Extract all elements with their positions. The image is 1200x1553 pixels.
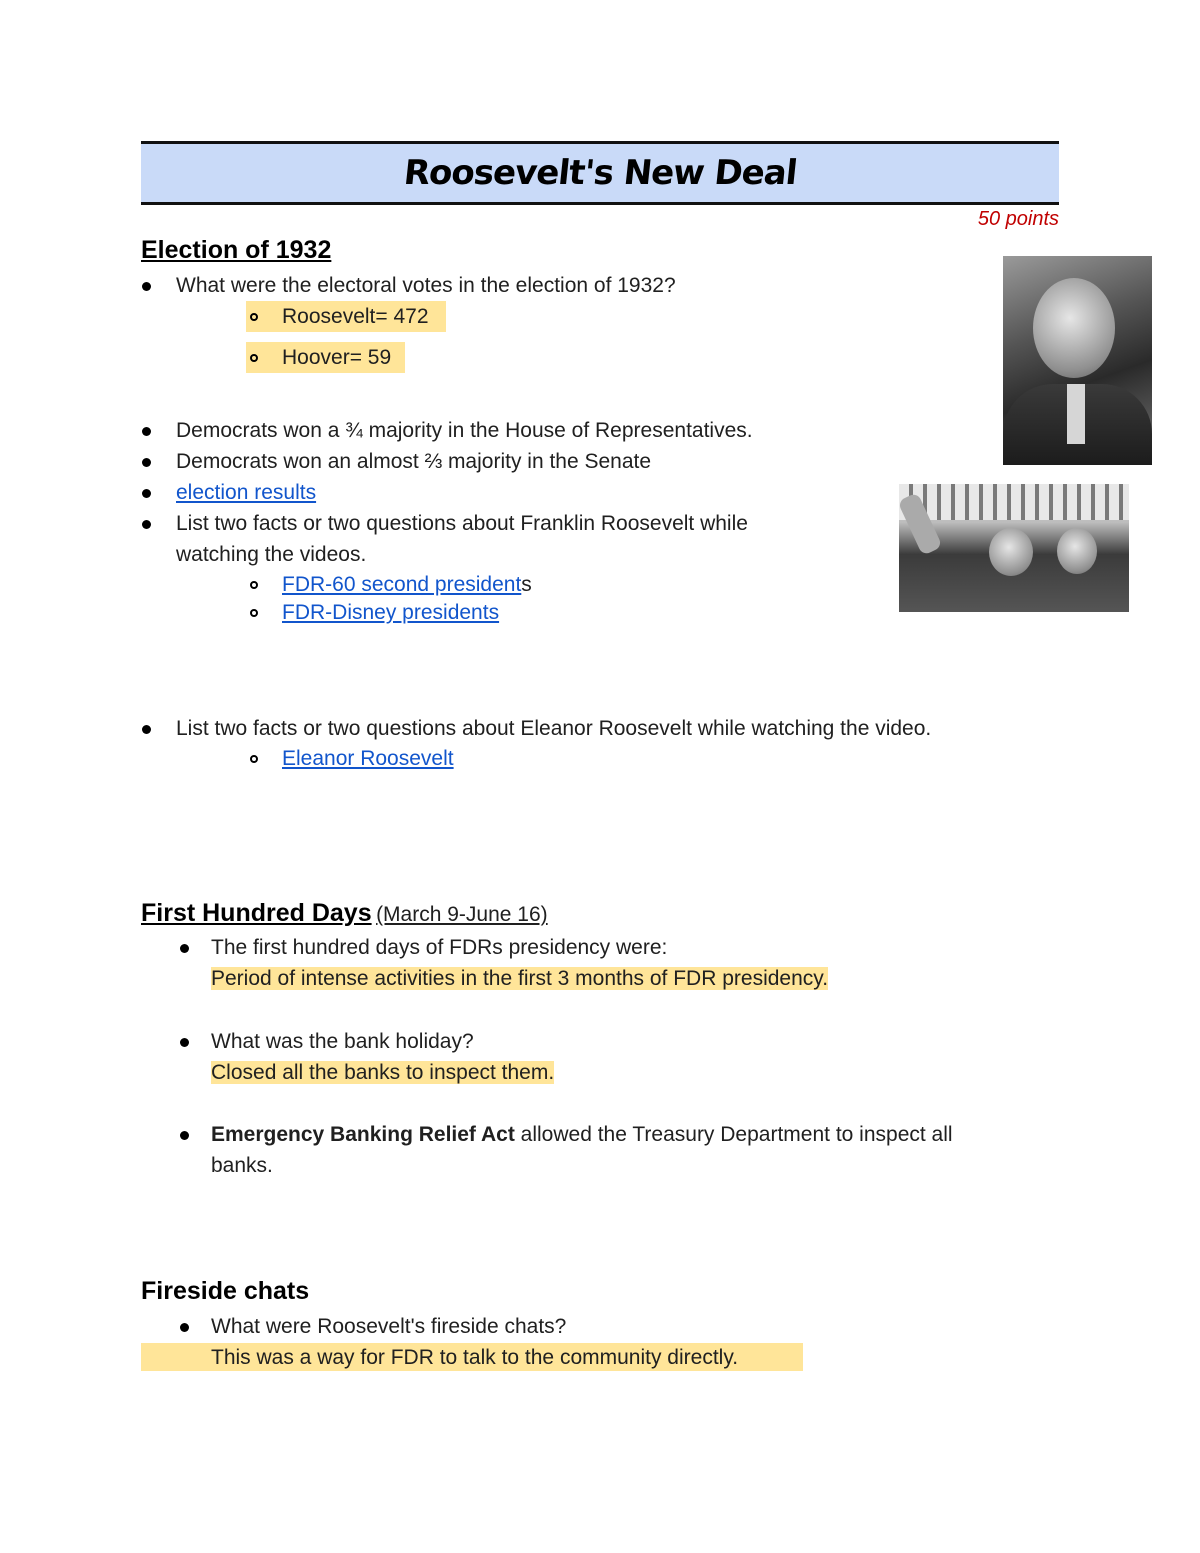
fdr-portrait-photo [1003, 256, 1152, 465]
election-heading: Election of 1932 [141, 236, 332, 264]
bullet-icon [180, 944, 189, 953]
eleanor-facts-prompt: List two facts or two questions about Eleanor Roosevelt while watching the video. [176, 717, 932, 740]
portrait-shirt [1067, 384, 1085, 444]
hoover-votes: Hoover= 59 [282, 346, 392, 369]
fireside-answer: This was a way for FDR to talk to the community directly. [211, 1346, 739, 1369]
title-band [141, 141, 1059, 205]
bank-holiday-answer-row [211, 1057, 554, 1088]
house-majority: Democrats won a ¾ majority in the House of Representatives. [176, 419, 753, 442]
election-results-link[interactable]: election results [176, 481, 317, 504]
circle-bullet-icon [250, 354, 258, 362]
bullet-icon [142, 725, 151, 734]
bullet-icon [142, 520, 151, 529]
bullet-icon [142, 458, 151, 467]
fireside-heading: Fireside chats [141, 1277, 310, 1305]
bullet-icon [142, 427, 151, 436]
hundred-days-answer-row [211, 963, 828, 994]
circle-bullet-icon [250, 581, 258, 589]
roosevelts-waving-photo [899, 484, 1129, 612]
circle-bullet-icon [250, 609, 258, 617]
banking-act-name: Emergency Banking Relief Act [211, 1123, 515, 1146]
fireside-question: What were Roosevelt's fireside chats? [211, 1315, 567, 1338]
circle-bullet-icon [250, 313, 258, 321]
hundred-days-answer: Period of intense activities in the first 3 months of FDR presidency. [211, 967, 829, 990]
bank-holiday-question: What was the bank holiday? [211, 1030, 474, 1053]
fdr-60-second-link[interactable]: FDR-60 second president [282, 573, 522, 596]
portrait-face [1033, 278, 1115, 378]
fdr-60-tail: s [521, 573, 532, 596]
eleanor-face [1057, 528, 1097, 574]
hundred-days-question: The first hundred days of FDRs presidency were: [211, 936, 668, 959]
fdr-60-item [282, 569, 532, 600]
document-title: Roosevelt's New Deal [401, 153, 799, 193]
points-label: 50 points [977, 208, 1059, 230]
bullet-icon [180, 1323, 189, 1332]
banking-act-desc: allowed the Treasury Department to inspect all [514, 1123, 953, 1146]
bullet-icon [142, 489, 151, 498]
banking-act-row [211, 1119, 953, 1150]
circle-bullet-icon [250, 755, 258, 763]
photo-building [899, 484, 1129, 520]
bullet-icon [142, 282, 151, 291]
bullet-icon [180, 1038, 189, 1047]
fdr-facts-prompt-cont: watching the videos. [176, 543, 367, 566]
bullet-icon [180, 1131, 189, 1140]
roosevelt-votes: Roosevelt= 472 [282, 305, 429, 328]
electoral-question: What were the electoral votes in the election of 1932? [176, 274, 676, 297]
hundred-days-heading-row [141, 899, 548, 928]
fdr-disney-link[interactable]: FDR-Disney presidents [282, 601, 500, 624]
senate-majority: Democrats won an almost ⅔ majority in the Senate [176, 450, 652, 473]
fdr-facts-prompt: List two facts or two questions about Franklin Roosevelt while [176, 512, 748, 535]
bank-holiday-answer: Closed all the banks to inspect them. [211, 1061, 555, 1084]
hundred-days-dates: (March 9-June 16) [376, 903, 548, 926]
eleanor-roosevelt-link[interactable]: Eleanor Roosevelt [282, 747, 454, 770]
hundred-days-heading: First Hundred Days [141, 899, 372, 927]
banking-act-desc-cont: banks. [211, 1154, 273, 1177]
fdr-face [989, 528, 1033, 576]
